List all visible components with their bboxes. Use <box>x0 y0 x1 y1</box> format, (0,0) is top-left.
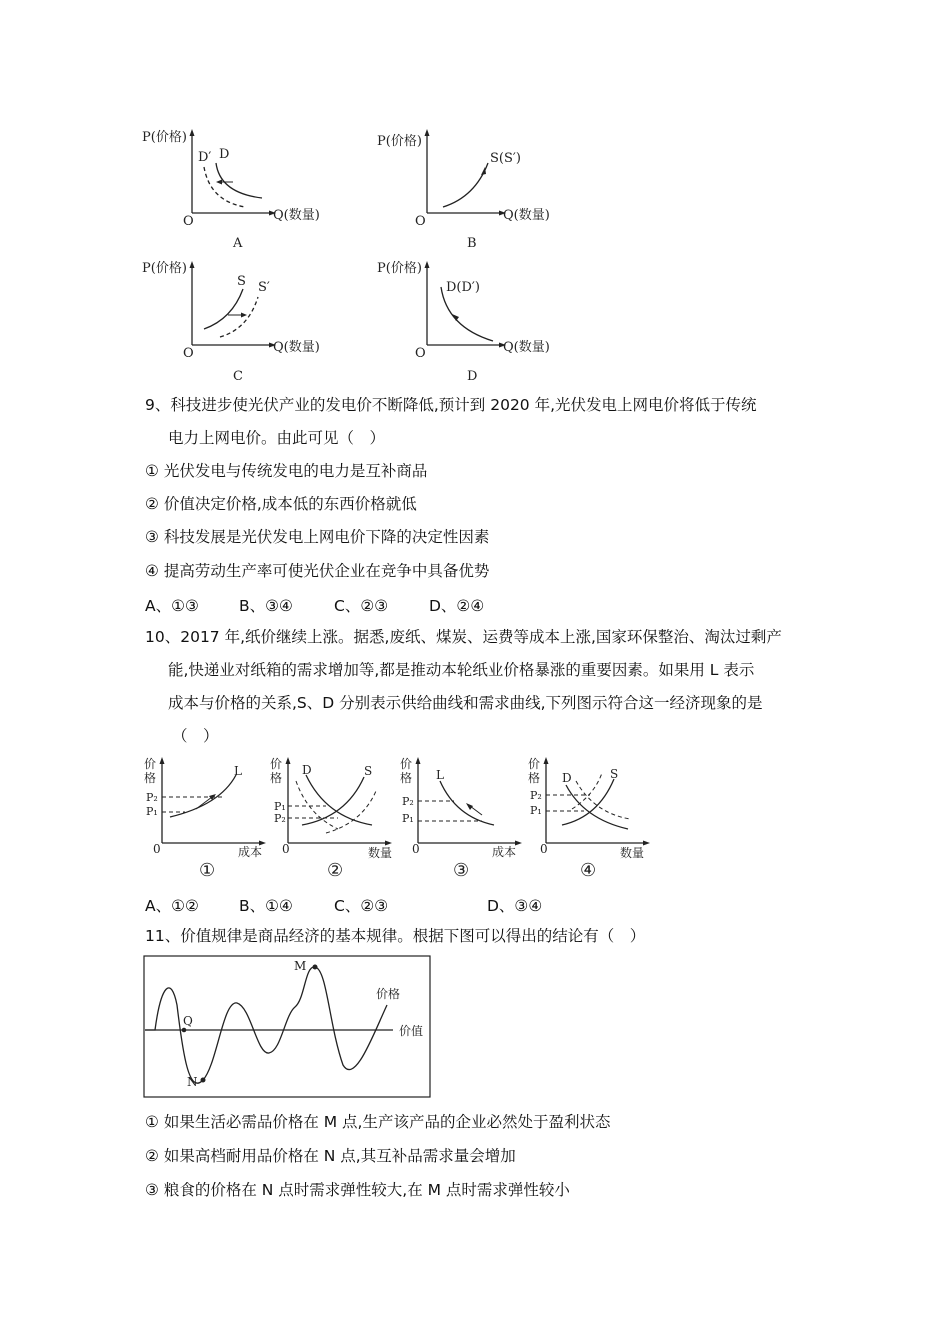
q10-g2-curve-s: S <box>364 764 373 778</box>
q10-graph-1 <box>140 755 270 865</box>
q10-g2-p2: P₂ <box>274 812 286 825</box>
graph-a-quantity-label: Q(数量) <box>273 208 320 223</box>
q10-g3-curve-l: L <box>436 768 444 782</box>
q10-g4-price-bottom: 格 <box>528 771 541 785</box>
graph-d-caption: D <box>467 369 478 384</box>
graph-a-curve1-label: D′ <box>198 150 212 165</box>
graph-d-quantity-label: Q(数量) <box>503 340 550 355</box>
q10-g3-price-top: 价 <box>400 757 413 771</box>
q10-g4-origin: 0 <box>540 842 548 856</box>
graph-b-curve-label: S(S′) <box>490 151 521 166</box>
graph-c-caption: C <box>233 369 243 384</box>
q10-graph-2-caption: ② <box>327 860 344 881</box>
q10-g2-curve-d: D <box>302 763 312 777</box>
q9-option-c[interactable]: C、②③ <box>334 597 389 615</box>
q10-g1-p1: P₁ <box>146 805 158 818</box>
q10-g3-origin: 0 <box>412 842 420 856</box>
graph-c-curve2-label: S′ <box>258 280 270 295</box>
q9-stem-line2: 电力上网电价。由此可见（ ） <box>168 429 386 447</box>
graph-d-price-label: P(价格) <box>377 261 422 276</box>
q10-g2-p1: P₁ <box>274 800 286 813</box>
q11-value-label: 价值 <box>399 1024 424 1038</box>
q10-option-a[interactable]: A、①② <box>145 897 199 915</box>
q10-g1-price-bottom: 格 <box>144 771 157 785</box>
q9-option-b[interactable]: B、③④ <box>239 597 293 615</box>
q9-option-a[interactable]: A、①③ <box>145 597 199 615</box>
q10-graph-1-caption: ① <box>199 860 216 881</box>
q10-option-b[interactable]: B、①④ <box>239 897 293 915</box>
graph-d-curve-label: D(D′) <box>446 280 480 295</box>
graph-b-caption: B <box>467 236 477 251</box>
graph-c-curve1-label: S <box>237 274 246 289</box>
q10-g2-origin: 0 <box>282 842 290 856</box>
q10-graph-4 <box>524 755 654 865</box>
graph-a-caption: A <box>233 236 243 251</box>
q11-point-q: Q <box>183 1014 193 1028</box>
q10-g1-xlabel: 成本 <box>238 845 263 859</box>
q10-g1-price-top: 价 <box>144 757 157 771</box>
q10-g4-xlabel: 数量 <box>620 846 645 860</box>
q10-g4-price-top: 价 <box>528 757 541 771</box>
q10-g2-xlabel: 数量 <box>368 846 393 860</box>
graph-a-origin: O <box>183 214 194 229</box>
q10-g3-xlabel: 成本 <box>492 845 517 859</box>
q10-graph-2 <box>266 755 396 865</box>
q10-g3-p1: P₁ <box>402 812 414 825</box>
graph-b <box>375 125 575 245</box>
q10-graph-3-caption: ③ <box>453 860 470 881</box>
q9-item-4: ④ 提高劳动生产率可使光伏企业在竞争中具备优势 <box>145 562 490 580</box>
q9-stem-line1: 9、科技进步使光伏产业的发电价不断降低,预计到 2020 年,光伏发电上网电价将低于传统 <box>145 396 757 414</box>
q10-g4-p1: P₁ <box>530 804 542 817</box>
graph-b-origin: O <box>415 214 426 229</box>
q10-g1-curve-l: L <box>234 764 242 778</box>
q10-option-d[interactable]: D、③④ <box>487 897 543 915</box>
graph-c-quantity-label: Q(数量) <box>273 340 320 355</box>
graph-c-origin: O <box>183 346 194 361</box>
q10-g2-price-top: 价 <box>270 757 283 771</box>
q10-stem-line2: 能,快递业对纸箱的需求增加等,都是推动本轮纸业价格暴涨的重要因素。如果用 L 表示 <box>168 661 755 679</box>
q10-option-c[interactable]: C、②③ <box>334 897 389 915</box>
q10-g3-p2: P₂ <box>402 795 414 808</box>
q10-graph-4-caption: ④ <box>580 860 597 881</box>
graph-b-quantity-label: Q(数量) <box>503 208 550 223</box>
q10-g1-origin: 0 <box>153 842 161 856</box>
q10-graph-3 <box>396 755 526 865</box>
graph-c <box>140 257 340 377</box>
q9-item-3: ③ 科技发展是光伏发电上网电价下降的决定性因素 <box>145 528 490 546</box>
q10-g3-price-bottom: 格 <box>400 771 413 785</box>
q10-g4-curve-d: D <box>562 771 572 785</box>
q10-stem-line3: 成本与价格的关系,S、D 分别表示供给曲线和需求曲线,下列图示符合这一经济现象的是 <box>168 694 763 712</box>
q11-item-3: ③ 粮食的价格在 N 点时需求弹性较大,在 M 点时需求弹性较小 <box>145 1181 570 1199</box>
q9-option-d[interactable]: D、②④ <box>429 597 485 615</box>
q11-price-label: 价格 <box>376 987 401 1001</box>
q10-g2-price-bottom: 格 <box>270 771 283 785</box>
q11-point-n: N <box>187 1075 198 1089</box>
graph-a-price-label: P(价格) <box>142 130 187 145</box>
q10-g4-p2: P₂ <box>530 789 542 802</box>
graph-d-origin: O <box>415 346 426 361</box>
q10-stem-line4: （ ） <box>172 727 219 745</box>
graph-b-price-label: P(价格) <box>377 134 422 149</box>
graph-a-curve2-label: D <box>219 147 230 162</box>
graph-c-price-label: P(价格) <box>142 261 187 276</box>
q11-point-m: M <box>294 959 307 973</box>
q10-g1-p2: P₂ <box>146 791 158 804</box>
q11-stem: 11、价值规律是商品经济的基本规律。根据下图可以得出的结论有（ ） <box>145 927 646 945</box>
q11-item-1: ① 如果生活必需品价格在 M 点,生产该产品的企业必然处于盈利状态 <box>145 1113 611 1131</box>
graph-d <box>375 257 575 377</box>
q10-stem-line1: 10、2017 年,纸价继续上涨。据悉,废纸、煤炭、运费等成本上涨,国家环保整治、淘汰过剩产 <box>145 628 782 646</box>
q9-item-1: ① 光伏发电与传统发电的电力是互补商品 <box>145 462 428 480</box>
q11-price-value-graph <box>143 955 433 1100</box>
q10-g4-curve-s: S <box>610 767 619 781</box>
q9-item-2: ② 价值决定价格,成本低的东西价格就低 <box>145 495 417 513</box>
q11-item-2: ② 如果高档耐用品价格在 N 点,其互补品需求量会增加 <box>145 1147 516 1165</box>
graph-a <box>140 125 340 245</box>
